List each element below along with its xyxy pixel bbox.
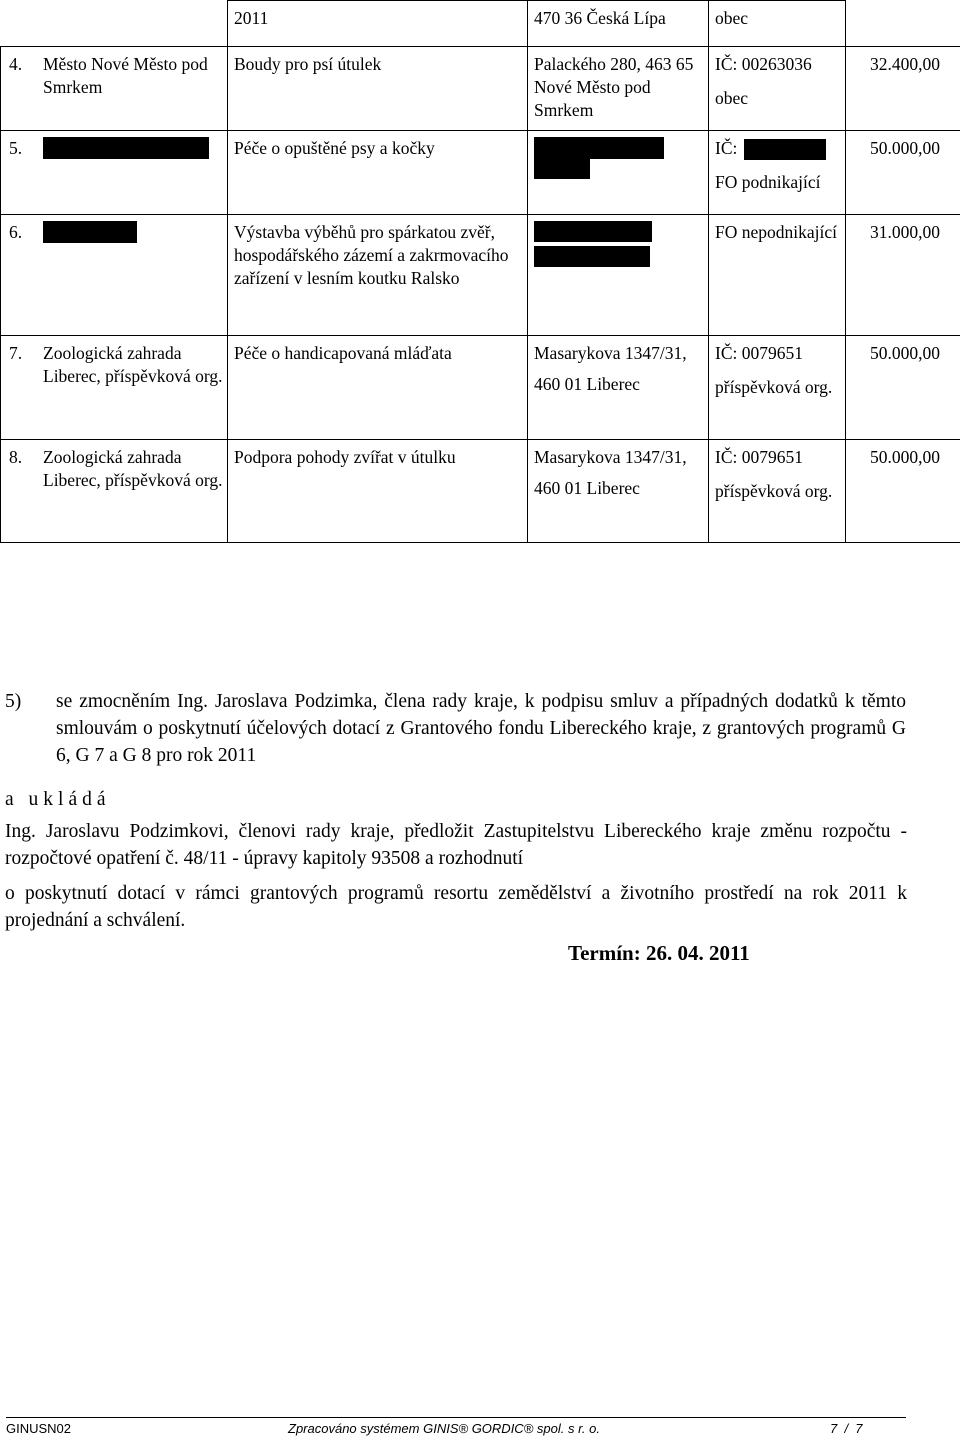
table-cell-empty xyxy=(846,1,960,47)
task-paragraph-continued: o poskytnutí dotací v rámci grantových programů resortu zemědělství a životního prostředí na rok 2011 k projednání a schválení. xyxy=(5,883,907,931)
table-cell-empty xyxy=(1,1,228,47)
ic-number: IČ: 0079651 xyxy=(715,447,803,467)
table-row xyxy=(1,47,960,131)
applicant-cell xyxy=(1,215,228,336)
project-cell: Péče o handicapovaná mláďata xyxy=(228,336,528,440)
legal-form: obec xyxy=(715,88,749,108)
table-row xyxy=(1,131,960,215)
page-number: 7 / 7 xyxy=(830,1421,863,1436)
address-cell xyxy=(528,131,709,215)
address-cell: Palackého 280, 463 65 Nové Město pod Smrkem xyxy=(528,47,709,131)
table-row xyxy=(1,215,960,336)
deadline: Termín: 26. 04. 2011 xyxy=(568,941,750,965)
amount-cell: 50.000,00 xyxy=(846,440,960,543)
authorization-paragraph: se zmocněním Ing. Jaroslava Podzimka, člena rady kraje, k podpisu smluv a případných dodatků k těmto smlouvám o poskytnutí účelových dotací z Grantového fondu Libereckého kraje, z grantových programů G 6, G 7 a G 8 pro rok 2011 xyxy=(56,691,906,766)
address-line: 460 01 Liberec xyxy=(534,478,640,498)
amount-cell: 50.000,00 xyxy=(846,336,960,440)
system-note: Zpracováno systémem GINIS® GORDIC® spol. s r. o. xyxy=(288,1421,600,1436)
id-cell xyxy=(709,131,846,215)
row-number: 6. xyxy=(9,222,23,242)
redaction-block xyxy=(534,137,664,159)
applicant-cell xyxy=(1,47,228,131)
id-cell: FO nepodnikající xyxy=(709,215,846,336)
table-row xyxy=(1,440,960,543)
id-cell xyxy=(709,47,846,131)
project-cell: Výstavba výběhů pro spárkatou zvěř, hospodářského zázemí a zakrmovacího zařízení v lesním koutku Ralsko xyxy=(228,215,528,336)
item-number: 5) xyxy=(5,691,22,712)
row-number: 5. xyxy=(9,138,23,158)
applicant-cell xyxy=(1,131,228,215)
id-cell xyxy=(709,336,846,440)
legal-form: FO podnikající xyxy=(715,172,821,193)
table-row xyxy=(1,336,960,440)
redaction-block xyxy=(744,139,826,160)
amount-cell: 31.000,00 xyxy=(846,215,960,336)
row-number: 4. xyxy=(9,54,23,74)
id-cell xyxy=(709,440,846,543)
applicant-name: Město Nové Město pod Smrkem xyxy=(43,54,208,97)
legal-form: příspěvková org. xyxy=(715,481,833,501)
applicant-cell xyxy=(1,440,228,543)
redaction-block xyxy=(534,221,652,242)
row-number: 7. xyxy=(9,343,23,363)
instructs-label: a ukládá xyxy=(5,789,111,810)
amount-cell: 32.400,00 xyxy=(846,47,960,131)
applicant-name: Zoologická zahrada Liberec, příspěvková org. xyxy=(43,447,223,490)
ic-number: IČ: 0079651 xyxy=(715,343,803,363)
address-line: Masarykova 1347/31, xyxy=(534,343,687,363)
row-number: 8. xyxy=(9,447,23,467)
address-cell xyxy=(528,215,709,336)
address-line: Masarykova 1347/31, xyxy=(534,447,687,467)
amount-cell: 50.000,00 xyxy=(846,131,960,215)
table-cell: 2011 xyxy=(228,1,528,47)
grant-table xyxy=(0,0,960,543)
table-row xyxy=(1,1,960,47)
ic-number: IČ: xyxy=(715,138,738,158)
document-code: GINUSN02 xyxy=(6,1421,72,1436)
redaction-block xyxy=(534,246,650,267)
ic-number: IČ: 00263036 xyxy=(715,54,812,74)
table-cell: obec xyxy=(709,1,846,47)
address-cell xyxy=(528,336,709,440)
project-cell: Podpora pohody zvířat v útulku xyxy=(228,440,528,543)
task-paragraph: Ing. Jaroslavu Podzimkovi, členovi rady kraje, předložit Zastupitelstvu Libereckého kraje změnu rozpočtu - rozpočtové opatření č. 48/11 - úpravy kapitoly 93508 a rozhodnutí xyxy=(5,821,907,869)
redaction-block xyxy=(43,137,209,159)
legal-form: příspěvková org. xyxy=(715,377,833,397)
redaction-block xyxy=(534,159,590,179)
applicant-name: Zoologická zahrada Liberec, příspěvková org. xyxy=(43,343,223,386)
footer-rule xyxy=(6,1417,906,1418)
applicant-cell xyxy=(1,336,228,440)
page-footer xyxy=(0,1417,960,1438)
address-line: 460 01 Liberec xyxy=(534,374,640,394)
table-cell: 470 36 Česká Lípa xyxy=(528,1,709,47)
project-cell: Péče o opuštěné psy a kočky xyxy=(228,131,528,215)
project-cell: Boudy pro psí útulek xyxy=(228,47,528,131)
address-cell xyxy=(528,440,709,543)
redaction-block xyxy=(43,221,137,243)
